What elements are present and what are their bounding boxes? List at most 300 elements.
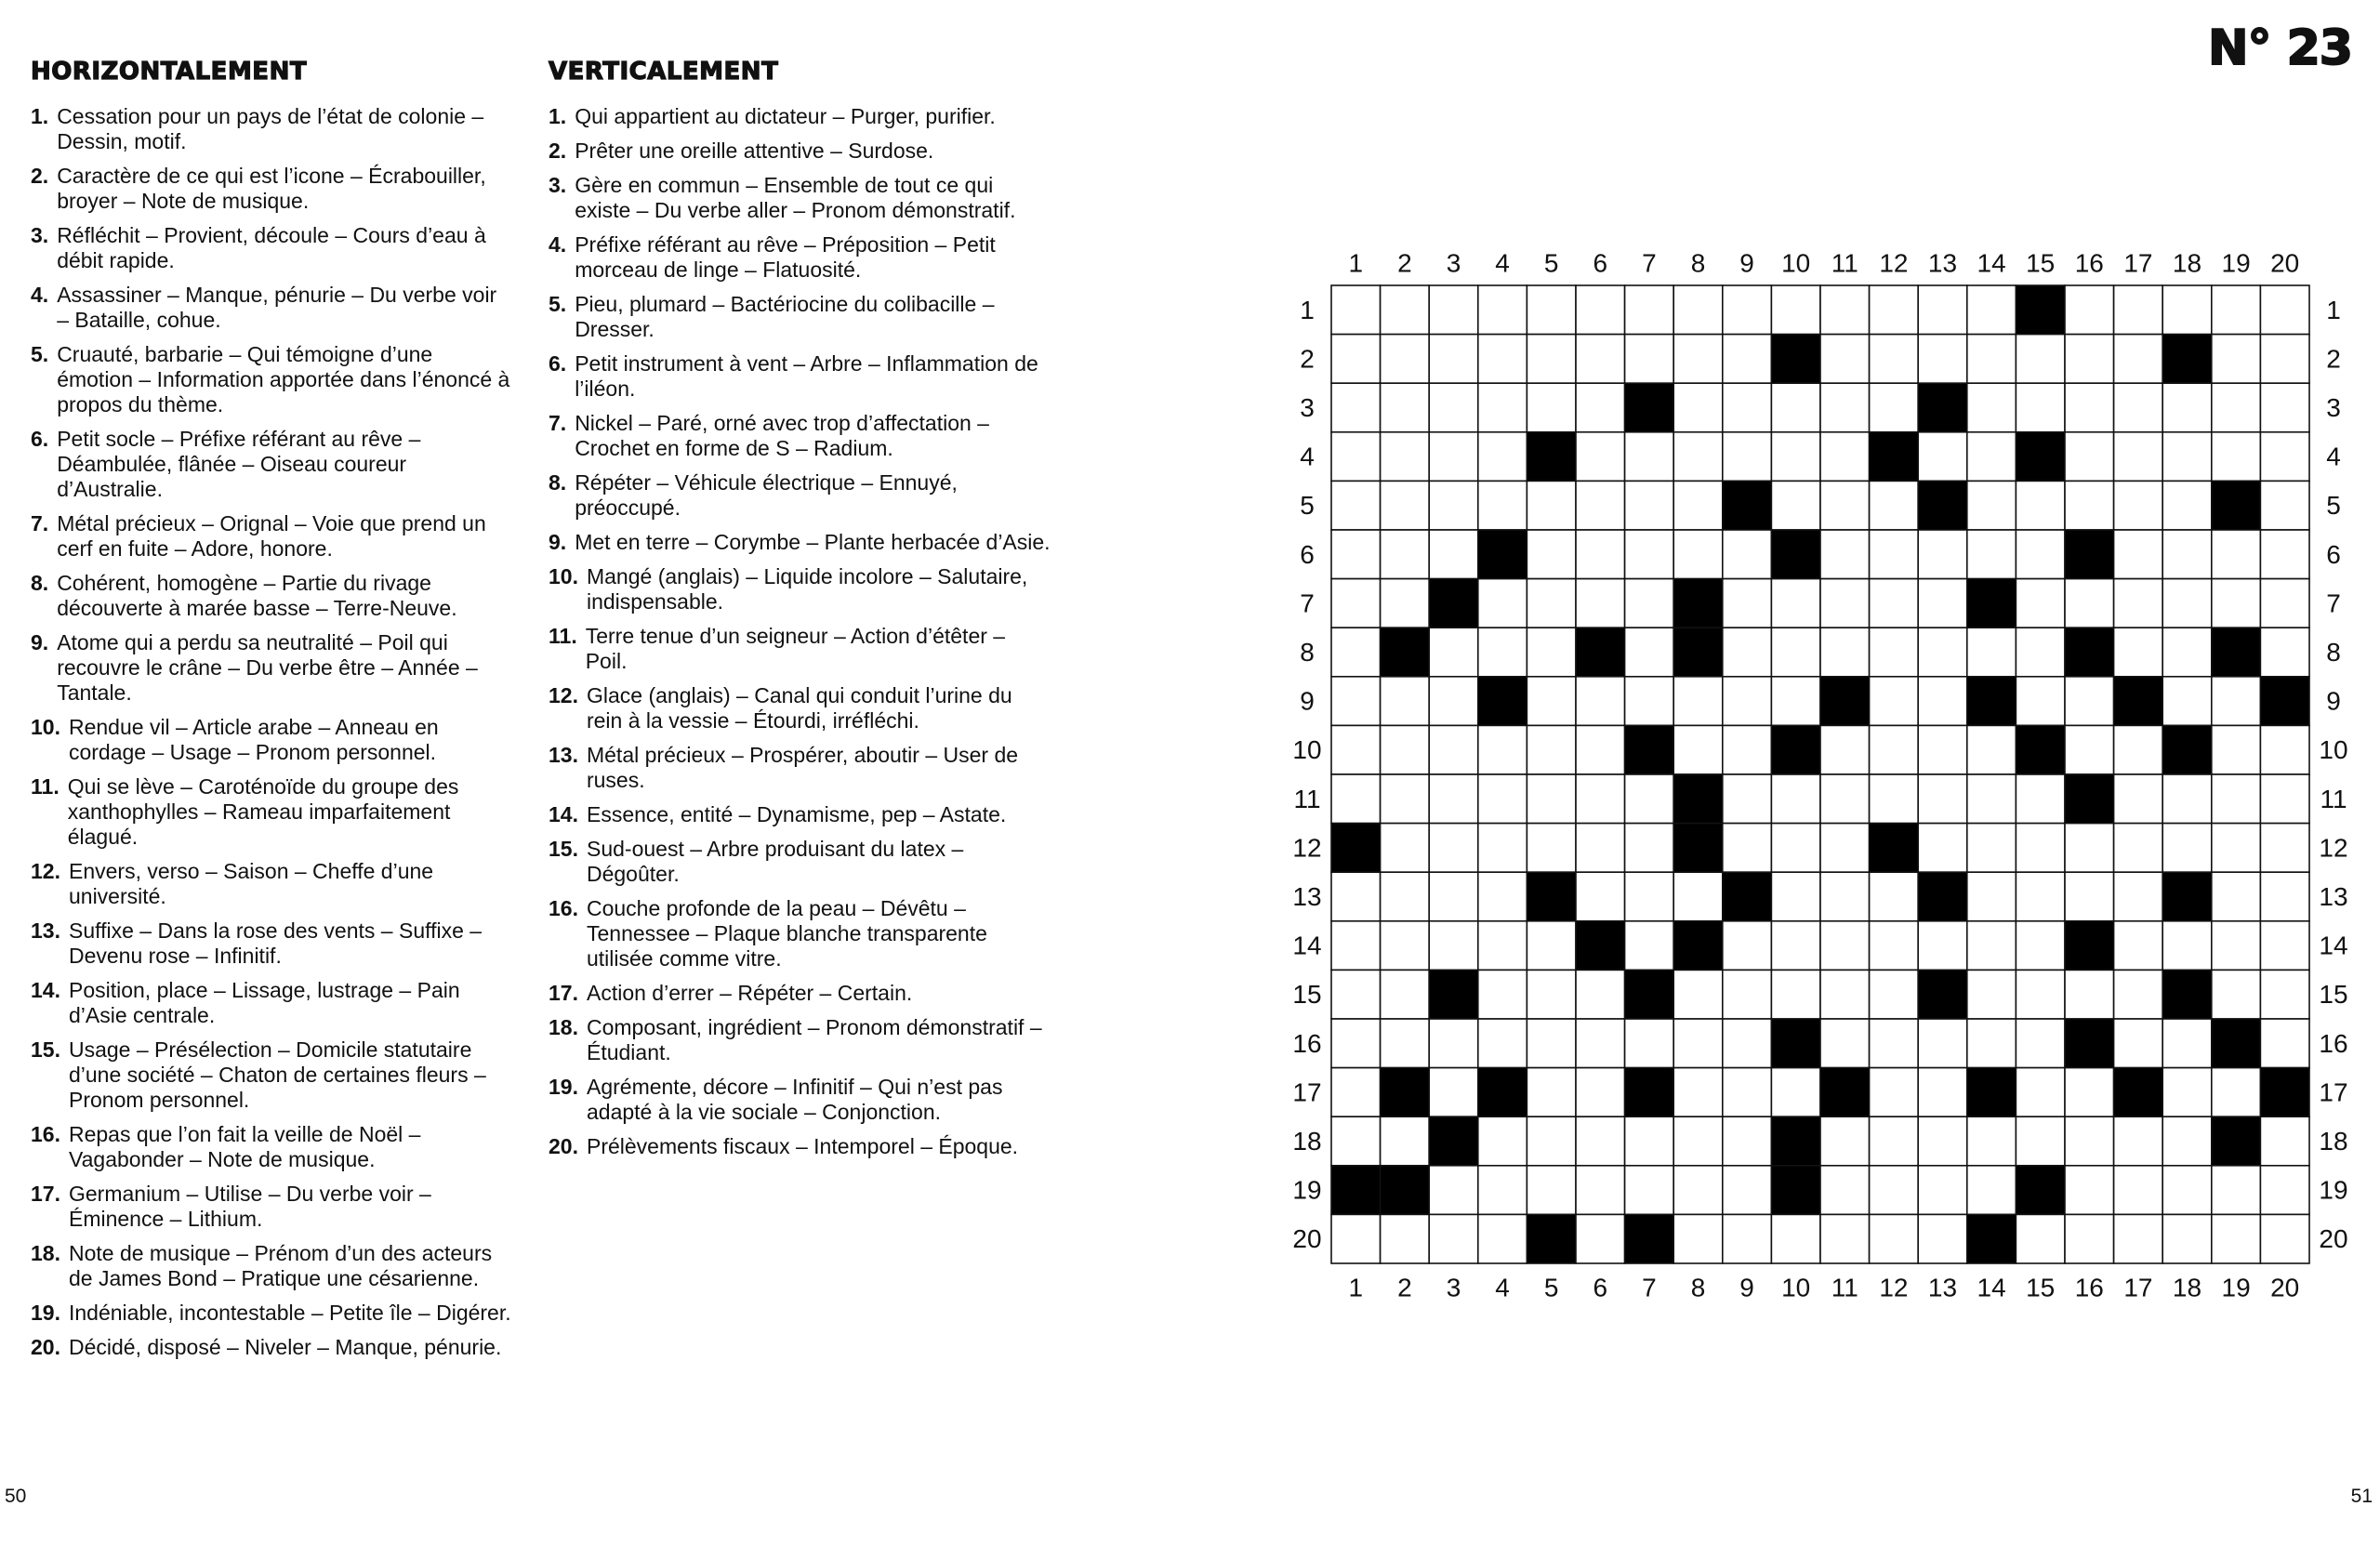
grid-cell[interactable] (1331, 285, 1381, 335)
grid-cell[interactable] (1723, 383, 1772, 432)
grid-cell[interactable] (1478, 383, 1527, 432)
grid-cell[interactable] (1527, 628, 1576, 677)
grid-cell[interactable] (1381, 481, 1430, 530)
grid-cell[interactable] (1429, 481, 1478, 530)
grid-cell[interactable] (2162, 1019, 2212, 1068)
grid-cell[interactable] (2260, 872, 2309, 921)
grid-cell[interactable] (1870, 774, 1919, 824)
grid-cell[interactable] (1723, 579, 1772, 628)
grid-cell[interactable] (1527, 824, 1576, 873)
grid-cell[interactable] (2114, 1214, 2163, 1263)
grid-cell[interactable] (1918, 1068, 1967, 1117)
grid-cell[interactable] (2065, 1166, 2114, 1215)
grid-cell[interactable] (1967, 774, 2016, 824)
grid-cell[interactable] (2162, 677, 2212, 726)
grid-cell[interactable] (2260, 970, 2309, 1019)
grid-cell[interactable] (1625, 285, 1674, 335)
grid-cell[interactable] (1576, 285, 1625, 335)
grid-cell[interactable] (2065, 677, 2114, 726)
grid-cell[interactable] (2212, 970, 2261, 1019)
grid-cell[interactable] (1723, 628, 1772, 677)
grid-cell[interactable] (1673, 1166, 1723, 1215)
grid-cell[interactable] (2114, 481, 2163, 530)
grid-cell[interactable] (1381, 530, 1430, 579)
grid-cell[interactable] (2162, 285, 2212, 335)
grid-cell[interactable] (1723, 1068, 1772, 1117)
grid-cell[interactable] (1967, 530, 2016, 579)
grid-cell[interactable] (1478, 1214, 1527, 1263)
grid-cell[interactable] (1576, 970, 1625, 1019)
grid-cell[interactable] (2016, 335, 2065, 384)
grid-cell[interactable] (1625, 921, 1674, 971)
grid-cell[interactable] (1723, 1116, 1772, 1166)
grid-cell[interactable] (1723, 677, 1772, 726)
grid-cell[interactable] (1870, 1068, 1919, 1117)
grid-cell[interactable] (1723, 1019, 1772, 1068)
grid-cell[interactable] (1527, 921, 1576, 971)
grid-cell[interactable] (1918, 1166, 1967, 1215)
grid-cell[interactable] (1967, 285, 2016, 335)
grid-cell[interactable] (1381, 579, 1430, 628)
grid-cell[interactable] (1870, 481, 1919, 530)
grid-cell[interactable] (1870, 285, 1919, 335)
grid-cell[interactable] (1771, 1068, 1820, 1117)
grid-cell[interactable] (1527, 335, 1576, 384)
grid-cell[interactable] (2260, 1214, 2309, 1263)
grid-cell[interactable] (2162, 432, 2212, 482)
grid-cell[interactable] (1429, 677, 1478, 726)
grid-cell[interactable] (1331, 774, 1381, 824)
grid-cell[interactable] (1771, 383, 1820, 432)
grid-cell[interactable] (1723, 285, 1772, 335)
grid-cell[interactable] (1673, 1019, 1723, 1068)
grid-cell[interactable] (1576, 824, 1625, 873)
grid-cell[interactable] (1918, 725, 1967, 774)
grid-cell[interactable] (1478, 335, 1527, 384)
grid-cell[interactable] (1576, 383, 1625, 432)
grid-cell[interactable] (1771, 1214, 1820, 1263)
grid-cell[interactable] (2016, 481, 2065, 530)
grid-cell[interactable] (1576, 1019, 1625, 1068)
grid-cell[interactable] (1429, 285, 1478, 335)
grid-cell[interactable] (1478, 432, 1527, 482)
grid-cell[interactable] (1723, 1214, 1772, 1263)
grid-cell[interactable] (1381, 1116, 1430, 1166)
grid-cell[interactable] (1576, 1166, 1625, 1215)
grid-cell[interactable] (1527, 1068, 1576, 1117)
grid-cell[interactable] (2260, 1116, 2309, 1166)
grid-cell[interactable] (1820, 481, 1870, 530)
grid-cell[interactable] (2212, 1166, 2261, 1215)
grid-cell[interactable] (2114, 432, 2163, 482)
grid-cell[interactable] (2114, 335, 2163, 384)
grid-cell[interactable] (2260, 285, 2309, 335)
grid-cell[interactable] (2212, 1068, 2261, 1117)
grid-cell[interactable] (1870, 335, 1919, 384)
grid-cell[interactable] (1673, 1068, 1723, 1117)
grid-cell[interactable] (2016, 1214, 2065, 1263)
grid-cell[interactable] (2065, 725, 2114, 774)
grid-cell[interactable] (2114, 530, 2163, 579)
grid-cell[interactable] (1625, 335, 1674, 384)
grid-cell[interactable] (1527, 677, 1576, 726)
grid-cell[interactable] (1918, 921, 1967, 971)
grid-cell[interactable] (1478, 1019, 1527, 1068)
grid-cell[interactable] (2162, 481, 2212, 530)
grid-cell[interactable] (2162, 628, 2212, 677)
grid-cell[interactable] (1771, 579, 1820, 628)
grid-cell[interactable] (1870, 579, 1919, 628)
grid-cell[interactable] (1967, 383, 2016, 432)
grid-cell[interactable] (2162, 1214, 2212, 1263)
grid-cell[interactable] (1429, 774, 1478, 824)
grid-cell[interactable] (1478, 970, 1527, 1019)
grid-cell[interactable] (1771, 921, 1820, 971)
grid-cell[interactable] (1967, 1166, 2016, 1215)
grid-cell[interactable] (2260, 432, 2309, 482)
grid-cell[interactable] (1673, 481, 1723, 530)
grid-cell[interactable] (1870, 1166, 1919, 1215)
grid-cell[interactable] (1723, 530, 1772, 579)
grid-cell[interactable] (1429, 1166, 1478, 1215)
grid-cell[interactable] (1527, 530, 1576, 579)
grid-cell[interactable] (1820, 824, 1870, 873)
grid-cell[interactable] (1478, 481, 1527, 530)
grid-cell[interactable] (2212, 872, 2261, 921)
grid-cell[interactable] (1527, 1019, 1576, 1068)
grid-cell[interactable] (2114, 774, 2163, 824)
grid-cell[interactable] (1478, 824, 1527, 873)
grid-cell[interactable] (2212, 432, 2261, 482)
grid-cell[interactable] (1429, 530, 1478, 579)
grid-cell[interactable] (1527, 970, 1576, 1019)
grid-cell[interactable] (1967, 921, 2016, 971)
grid-cell[interactable] (2016, 677, 2065, 726)
grid-cell[interactable] (1625, 1019, 1674, 1068)
grid-cell[interactable] (1820, 921, 1870, 971)
grid-cell[interactable] (1967, 725, 2016, 774)
grid-cell[interactable] (1673, 872, 1723, 921)
grid-cell[interactable] (2114, 1116, 2163, 1166)
grid-cell[interactable] (1820, 579, 1870, 628)
grid-cell[interactable] (2016, 530, 2065, 579)
grid-cell[interactable] (2212, 530, 2261, 579)
grid-cell[interactable] (1429, 383, 1478, 432)
grid-cell[interactable] (1381, 285, 1430, 335)
grid-cell[interactable] (1820, 872, 1870, 921)
grid-cell[interactable] (1820, 1019, 1870, 1068)
grid-cell[interactable] (1967, 970, 2016, 1019)
grid-cell[interactable] (1331, 335, 1381, 384)
grid-cell[interactable] (1723, 335, 1772, 384)
grid-cell[interactable] (1723, 1166, 1772, 1215)
grid-cell[interactable] (1918, 285, 1967, 335)
grid-cell[interactable] (2260, 335, 2309, 384)
grid-cell[interactable] (1331, 1214, 1381, 1263)
grid-cell[interactable] (2260, 481, 2309, 530)
grid-cell[interactable] (1429, 824, 1478, 873)
grid-cell[interactable] (1918, 628, 1967, 677)
grid-cell[interactable] (1527, 1166, 1576, 1215)
grid-cell[interactable] (1673, 530, 1723, 579)
grid-cell[interactable] (1625, 628, 1674, 677)
grid-cell[interactable] (1967, 1019, 2016, 1068)
grid-cell[interactable] (1673, 1214, 1723, 1263)
grid-cell[interactable] (1429, 628, 1478, 677)
grid-cell[interactable] (1429, 1019, 1478, 1068)
grid-cell[interactable] (1870, 677, 1919, 726)
grid-cell[interactable] (1478, 872, 1527, 921)
grid-cell[interactable] (2212, 335, 2261, 384)
grid-cell[interactable] (1576, 579, 1625, 628)
grid-cell[interactable] (2065, 872, 2114, 921)
grid-cell[interactable] (2065, 824, 2114, 873)
grid-cell[interactable] (1478, 579, 1527, 628)
grid-cell[interactable] (2260, 1019, 2309, 1068)
grid-cell[interactable] (1723, 970, 1772, 1019)
grid-cell[interactable] (1673, 432, 1723, 482)
grid-cell[interactable] (2162, 1068, 2212, 1117)
grid-cell[interactable] (1967, 824, 2016, 873)
grid-cell[interactable] (1918, 677, 1967, 726)
grid-cell[interactable] (1771, 432, 1820, 482)
grid-cell[interactable] (1381, 432, 1430, 482)
grid-cell[interactable] (2162, 530, 2212, 579)
grid-cell[interactable] (1918, 1116, 1967, 1166)
grid-cell[interactable] (1625, 481, 1674, 530)
grid-cell[interactable] (1967, 432, 2016, 482)
grid-cell[interactable] (2162, 1116, 2212, 1166)
grid-cell[interactable] (1870, 725, 1919, 774)
grid-cell[interactable] (1723, 774, 1772, 824)
grid-cell[interactable] (1820, 1214, 1870, 1263)
grid-cell[interactable] (2260, 530, 2309, 579)
grid-cell[interactable] (1429, 872, 1478, 921)
grid-cell[interactable] (1576, 1068, 1625, 1117)
grid-cell[interactable] (1918, 1214, 1967, 1263)
grid-cell[interactable] (1429, 432, 1478, 482)
grid-cell[interactable] (1478, 1116, 1527, 1166)
grid-cell[interactable] (1771, 824, 1820, 873)
grid-cell[interactable] (1331, 481, 1381, 530)
grid-cell[interactable] (1527, 774, 1576, 824)
grid-cell[interactable] (1331, 1019, 1381, 1068)
grid-cell[interactable] (1576, 530, 1625, 579)
grid-cell[interactable] (1673, 285, 1723, 335)
grid-cell[interactable] (2212, 1214, 2261, 1263)
grid-cell[interactable] (1381, 725, 1430, 774)
grid-cell[interactable] (1381, 921, 1430, 971)
grid-cell[interactable] (1625, 1116, 1674, 1166)
grid-cell[interactable] (2016, 579, 2065, 628)
grid-cell[interactable] (1576, 432, 1625, 482)
grid-cell[interactable] (1870, 628, 1919, 677)
grid-cell[interactable] (1870, 872, 1919, 921)
grid-cell[interactable] (1820, 335, 1870, 384)
grid-cell[interactable] (2162, 774, 2212, 824)
grid-cell[interactable] (1331, 725, 1381, 774)
grid-cell[interactable] (2016, 970, 2065, 1019)
grid-cell[interactable] (1331, 530, 1381, 579)
grid-cell[interactable] (1918, 335, 1967, 384)
grid-cell[interactable] (1429, 921, 1478, 971)
grid-cell[interactable] (2114, 285, 2163, 335)
grid-cell[interactable] (1527, 579, 1576, 628)
grid-cell[interactable] (1576, 481, 1625, 530)
grid-cell[interactable] (1967, 872, 2016, 921)
grid-cell[interactable] (1331, 628, 1381, 677)
grid-cell[interactable] (2016, 383, 2065, 432)
grid-cell[interactable] (2114, 970, 2163, 1019)
grid-cell[interactable] (1478, 285, 1527, 335)
grid-cell[interactable] (1673, 677, 1723, 726)
grid-cell[interactable] (2260, 383, 2309, 432)
grid-cell[interactable] (1820, 383, 1870, 432)
grid-cell[interactable] (2016, 872, 2065, 921)
grid-cell[interactable] (2162, 921, 2212, 971)
grid-cell[interactable] (2212, 921, 2261, 971)
grid-cell[interactable] (1527, 383, 1576, 432)
grid-cell[interactable] (1870, 970, 1919, 1019)
grid-cell[interactable] (2065, 285, 2114, 335)
grid-cell[interactable] (2212, 579, 2261, 628)
grid-cell[interactable] (1673, 383, 1723, 432)
grid-cell[interactable] (1673, 970, 1723, 1019)
grid-cell[interactable] (1527, 1116, 1576, 1166)
grid-cell[interactable] (1820, 432, 1870, 482)
grid-cell[interactable] (2065, 970, 2114, 1019)
grid-cell[interactable] (2016, 1068, 2065, 1117)
grid-cell[interactable] (1625, 774, 1674, 824)
grid-cell[interactable] (1625, 1166, 1674, 1215)
grid-cell[interactable] (1870, 383, 1919, 432)
grid-cell[interactable] (1820, 774, 1870, 824)
grid-cell[interactable] (2260, 774, 2309, 824)
grid-cell[interactable] (1771, 774, 1820, 824)
grid-cell[interactable] (1771, 872, 1820, 921)
grid-cell[interactable] (1625, 824, 1674, 873)
grid-cell[interactable] (1918, 530, 1967, 579)
grid-cell[interactable] (2114, 579, 2163, 628)
grid-cell[interactable] (1576, 774, 1625, 824)
grid-cell[interactable] (1381, 677, 1430, 726)
grid-cell[interactable] (1673, 335, 1723, 384)
grid-cell[interactable] (2212, 383, 2261, 432)
grid-cell[interactable] (1429, 1068, 1478, 1117)
grid-cell[interactable] (1967, 628, 2016, 677)
grid-cell[interactable] (1625, 872, 1674, 921)
grid-cell[interactable] (2065, 481, 2114, 530)
grid-cell[interactable] (2114, 1166, 2163, 1215)
grid-cell[interactable] (1870, 921, 1919, 971)
grid-cell[interactable] (1381, 774, 1430, 824)
grid-cell[interactable] (1576, 677, 1625, 726)
grid-cell[interactable] (1625, 677, 1674, 726)
grid-cell[interactable] (2114, 628, 2163, 677)
grid-cell[interactable] (1820, 628, 1870, 677)
grid-cell[interactable] (1576, 1116, 1625, 1166)
grid-cell[interactable] (1771, 628, 1820, 677)
grid-cell[interactable] (2065, 1214, 2114, 1263)
grid-cell[interactable] (2065, 335, 2114, 384)
grid-cell[interactable] (1381, 1214, 1430, 1263)
grid-cell[interactable] (1381, 1019, 1430, 1068)
grid-cell[interactable] (1967, 481, 2016, 530)
grid-cell[interactable] (2016, 628, 2065, 677)
grid-cell[interactable] (2065, 1068, 2114, 1117)
grid-cell[interactable] (2260, 824, 2309, 873)
grid-cell[interactable] (1331, 872, 1381, 921)
grid-cell[interactable] (2162, 824, 2212, 873)
grid-cell[interactable] (1381, 383, 1430, 432)
grid-cell[interactable] (1331, 677, 1381, 726)
grid-cell[interactable] (1820, 285, 1870, 335)
grid-cell[interactable] (1331, 1068, 1381, 1117)
grid-cell[interactable] (1918, 774, 1967, 824)
grid-cell[interactable] (1723, 725, 1772, 774)
grid-cell[interactable] (1478, 628, 1527, 677)
grid-cell[interactable] (1771, 285, 1820, 335)
grid-cell[interactable] (1870, 1116, 1919, 1166)
grid-cell[interactable] (2212, 824, 2261, 873)
grid-cell[interactable] (1381, 335, 1430, 384)
grid-cell[interactable] (2114, 824, 2163, 873)
grid-cell[interactable] (1820, 530, 1870, 579)
grid-cell[interactable] (2016, 1019, 2065, 1068)
grid-cell[interactable] (1331, 432, 1381, 482)
grid-cell[interactable] (2212, 285, 2261, 335)
grid-cell[interactable] (2212, 677, 2261, 726)
grid-cell[interactable] (2212, 725, 2261, 774)
grid-cell[interactable] (1870, 1214, 1919, 1263)
grid-cell[interactable] (2114, 921, 2163, 971)
grid-cell[interactable] (1870, 530, 1919, 579)
grid-cell[interactable] (1673, 1116, 1723, 1166)
grid-cell[interactable] (1429, 725, 1478, 774)
grid-cell[interactable] (1576, 872, 1625, 921)
grid-cell[interactable] (2162, 579, 2212, 628)
grid-cell[interactable] (2114, 383, 2163, 432)
grid-cell[interactable] (1625, 530, 1674, 579)
grid-cell[interactable] (1478, 921, 1527, 971)
grid-cell[interactable] (1527, 725, 1576, 774)
grid-cell[interactable] (1576, 725, 1625, 774)
grid-cell[interactable] (2212, 774, 2261, 824)
grid-cell[interactable] (2065, 432, 2114, 482)
grid-cell[interactable] (1429, 1214, 1478, 1263)
grid-cell[interactable] (1478, 774, 1527, 824)
grid-cell[interactable] (1381, 824, 1430, 873)
grid-cell[interactable] (1771, 970, 1820, 1019)
grid-cell[interactable] (2114, 725, 2163, 774)
grid-cell[interactable] (1918, 1019, 1967, 1068)
grid-cell[interactable] (1820, 725, 1870, 774)
grid-cell[interactable] (2016, 774, 2065, 824)
grid-cell[interactable] (1967, 335, 2016, 384)
grid-cell[interactable] (1723, 824, 1772, 873)
grid-cell[interactable] (2114, 872, 2163, 921)
grid-cell[interactable] (2114, 1019, 2163, 1068)
grid-cell[interactable] (1625, 432, 1674, 482)
grid-cell[interactable] (2016, 824, 2065, 873)
grid-cell[interactable] (2260, 579, 2309, 628)
grid-cell[interactable] (2260, 921, 2309, 971)
grid-cell[interactable] (1870, 1019, 1919, 1068)
grid-cell[interactable] (1381, 970, 1430, 1019)
grid-cell[interactable] (2260, 1166, 2309, 1215)
grid-cell[interactable] (1723, 921, 1772, 971)
grid-cell[interactable] (1576, 335, 1625, 384)
